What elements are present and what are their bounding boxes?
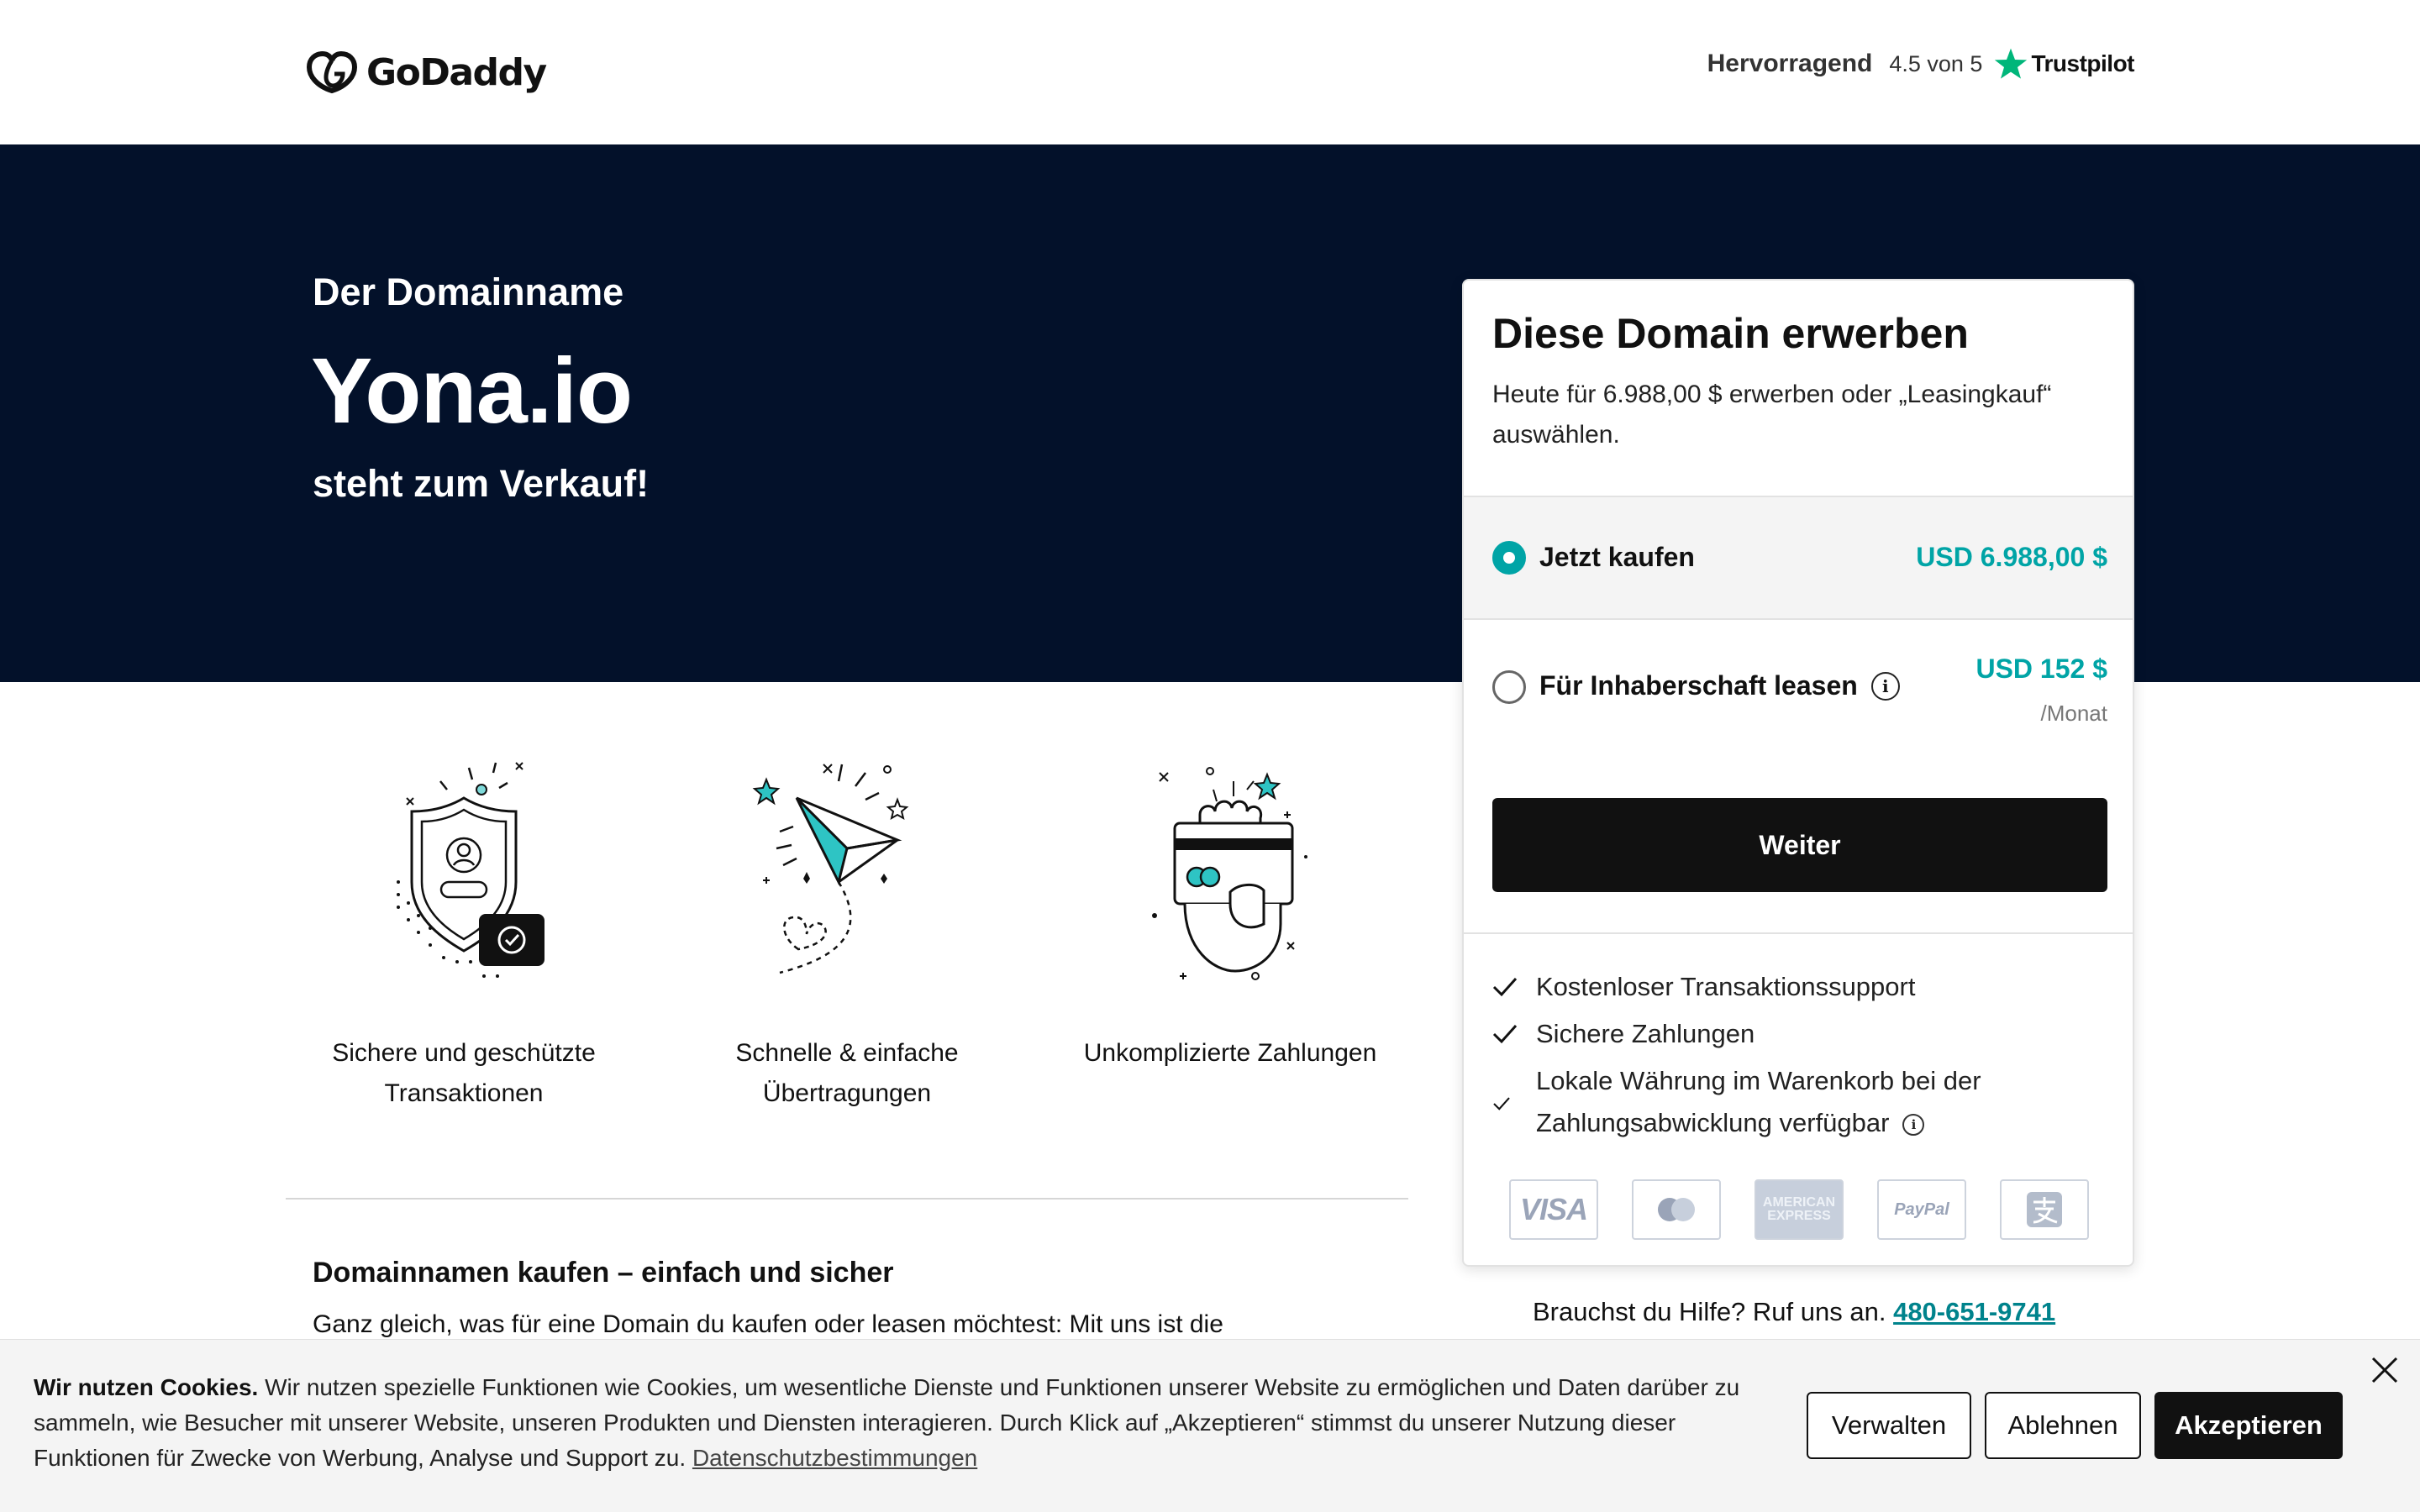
help-text: Brauchst du Hilfe? Ruf uns an.: [1533, 1297, 1886, 1326]
card-description: Heute für 6.988,00 $ erwerben oder „Leasingkauf“ auswählen.: [1492, 381, 2052, 449]
cookie-body: Wir nutzen spezielle Funktionen wie Cookies, um wesentliche Dienste und Funktionen unserer Website zu ermöglichen und Daten darüber zu sammeln, wie Besucher mit unserer Website, unseren Produkten und Diensten interagieren. Durch Klick auf „Akzeptieren“ stimmst du unserer Nutzung dieser Funktionen für Zwecke von Werbung, Analyse und Support zu.: [34, 1374, 1740, 1471]
buy-now-label[interactable]: Jetzt kaufen: [1539, 542, 1695, 572]
card-divider: [1464, 932, 2134, 934]
lease-label[interactable]: Für Inhaberschaft leasen: [1539, 670, 1858, 701]
paypal-icon: PayPal: [1877, 1179, 1966, 1240]
godaddy-logo-icon: [304, 47, 360, 97]
benefit-text-wrap: [1536, 1060, 1981, 1144]
section-divider: [286, 1198, 1408, 1200]
star-icon: [1994, 47, 2028, 81]
feature-secure: [287, 756, 640, 1114]
info-section-title: Domainnamen kaufen – einfach und sicher: [313, 1257, 894, 1289]
manage-cookies-button[interactable]: Verwalten: [1807, 1392, 1971, 1459]
lease-period: /Monat: [2040, 701, 2107, 726]
feature-label-line: Sichere und geschützte: [332, 1039, 596, 1067]
feature-label-line: Transaktionen: [384, 1079, 544, 1107]
lease-radio[interactable]: [1492, 670, 1526, 704]
feature-label-secure: [287, 1033, 640, 1114]
cookie-title: Wir nutzen Cookies.: [34, 1374, 259, 1400]
buy-now-price: USD 6.988,00 $: [1916, 542, 2107, 572]
trustpilot-rating[interactable]: [1707, 47, 2134, 81]
benefit-item: [1492, 1013, 1754, 1055]
hero-kicker: Der Domainname: [313, 270, 624, 313]
feature-label-line: Schnelle & einfache: [735, 1039, 959, 1067]
payment-methods: [1509, 1179, 2089, 1240]
lease-price: USD 152 $: [1975, 654, 2107, 684]
shield-icon: [363, 756, 565, 983]
lease-label-wrap[interactable]: [1539, 670, 1900, 701]
benefit-item: [1492, 1060, 1981, 1147]
mastercard-icon: [1632, 1179, 1721, 1240]
benefit-text: Sichere Zahlungen: [1536, 1019, 1755, 1048]
info-section-text: Ganz gleich, was für eine Domain du kaufen oder leasen möchtest: Mit uns ist die: [313, 1310, 1223, 1338]
feature-label-payments: [1054, 1033, 1407, 1074]
site-header: [0, 0, 2420, 144]
benefit-text: Lokale Währung im Warenkorb bei der: [1536, 1066, 1981, 1095]
check-icon: [1492, 1060, 1519, 1147]
feature-label-fast: [671, 1033, 1023, 1114]
help-line: [1533, 1297, 2055, 1327]
godaddy-logo[interactable]: [304, 47, 546, 97]
rating-label: Hervorragend: [1707, 50, 1873, 77]
feature-label-line: Übertragungen: [762, 1079, 932, 1107]
option-buy-now[interactable]: [1464, 496, 2134, 618]
cookie-message: [34, 1370, 1748, 1476]
benefit-text: Zahlungsabwicklung verfügbar: [1536, 1108, 1890, 1137]
paper-plane-icon: [746, 756, 948, 983]
info-icon[interactable]: i: [1871, 672, 1900, 701]
feature-label-line: Unkomplizierte Zahlungen: [1083, 1039, 1377, 1067]
trustpilot-name: Trustpilot: [2031, 50, 2134, 76]
check-icon: [1492, 966, 1519, 1008]
cookie-banner: [0, 1339, 2420, 1512]
purchase-card: [1462, 279, 2134, 1267]
buy-now-radio[interactable]: [1492, 541, 1526, 575]
help-phone-link[interactable]: 480-651-9741: [1893, 1297, 2056, 1326]
feature-payments: [1054, 756, 1407, 1074]
trustpilot-brand: [1994, 47, 2134, 81]
domain-name-title: Yona.io: [311, 339, 633, 443]
hero-subtitle: steht zum Verkauf!: [313, 462, 650, 505]
benefit-text: Kostenloser Transaktionssupport: [1536, 972, 1916, 1001]
feature-fast: [671, 756, 1023, 1114]
privacy-link[interactable]: Datenschutzbestimmungen: [692, 1445, 978, 1471]
option-lease[interactable]: [1464, 618, 2134, 754]
credit-card-hand-icon: [1129, 756, 1331, 983]
visa-icon: VISA: [1509, 1179, 1598, 1240]
close-icon[interactable]: [2368, 1353, 2402, 1387]
check-icon: [1492, 1013, 1519, 1055]
decline-cookies-button[interactable]: Ablehnen: [1985, 1392, 2141, 1459]
accept-cookies-button[interactable]: Akzeptieren: [2154, 1392, 2343, 1459]
continue-button[interactable]: Weiter: [1492, 798, 2107, 892]
info-icon[interactable]: i: [1902, 1114, 1924, 1136]
benefit-item: [1492, 966, 1915, 1008]
card-title: Diese Domain erwerben: [1492, 310, 1969, 357]
rating-score: 4.5 von 5: [1889, 50, 1983, 76]
brand-name: GoDaddy: [366, 50, 546, 94]
amex-icon: AMERICAN EXPRESS: [1754, 1179, 1844, 1240]
alipay-icon: [2000, 1179, 2089, 1240]
